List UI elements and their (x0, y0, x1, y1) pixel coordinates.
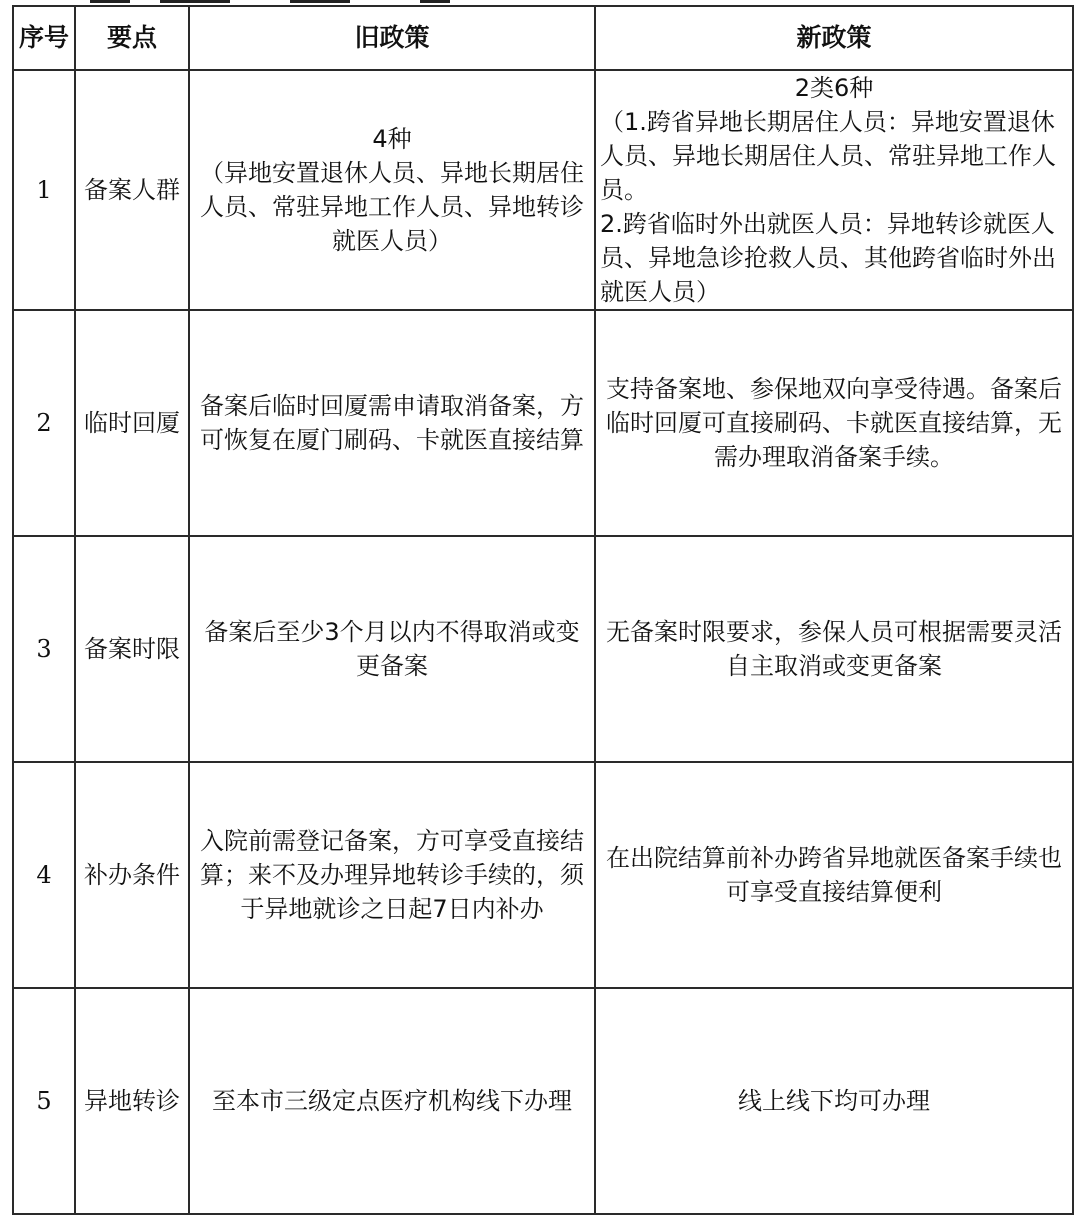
row-number: 2 (13, 310, 75, 536)
row-topic: 备案人群 (75, 70, 189, 310)
header-seq: 序号 (13, 6, 75, 70)
old-policy-cell: 备案后临时回厦需申请取消备案，方可恢复在厦门刷码、卡就医直接结算 (189, 310, 595, 536)
cropped-caption-strip (0, 0, 1080, 4)
new-policy-cell: 无备案时限要求，参保人员可根据需要灵活自主取消或变更备案 (595, 536, 1073, 762)
old-policy-cell: 备案后至少3个月以内不得取消或变更备案 (189, 536, 595, 762)
table-row (13, 70, 1073, 310)
table-row (13, 762, 1073, 988)
header-row (13, 6, 1073, 70)
new-policy-cell: 线上线下均可办理 (595, 988, 1073, 1214)
table-row (13, 310, 1073, 536)
new-policy-cell (595, 70, 1073, 310)
policy-comparison-table (12, 5, 1074, 1215)
new-policy-cell: 支持备案地、参保地双向享受待遇。备案后临时回厦可直接刷码、卡就医直接结算，无需办理取消备案手续。 (595, 310, 1073, 536)
row-number: 3 (13, 536, 75, 762)
old-policy-cell (189, 70, 595, 310)
row-topic: 异地转诊 (75, 988, 189, 1214)
row-topic: 补办条件 (75, 762, 189, 988)
new-policy-cell: 在出院结算前补办跨省异地就医备案手续也可享受直接结算便利 (595, 762, 1073, 988)
row-number: 5 (13, 988, 75, 1214)
header-topic: 要点 (75, 6, 189, 70)
header-old-policy: 旧政策 (189, 6, 595, 70)
old-policy-detail: （异地安置退休人员、异地长期居住人员、常驻异地工作人员、异地转诊就医人员） (200, 159, 584, 255)
old-policy-cell: 至本市三级定点医疗机构线下办理 (189, 988, 595, 1214)
row-number: 1 (13, 70, 75, 310)
new-policy-item-1: （1.跨省异地长期居住人员：异地安置退休人员、异地长期居住人员、常驻异地工作人员。 (600, 108, 1056, 204)
new-policy-count: 2类6种 (794, 74, 874, 102)
new-policy-item-2: 2.跨省临时外出就医人员：异地转诊就医人员、异地急诊抢救人员、其他跨省临时外出就医人员） (600, 210, 1056, 306)
old-policy-cell: 入院前需登记备案，方可享受直接结算；来不及办理异地转诊手续的，须于异地就诊之日起7日内补办 (189, 762, 595, 988)
table-row (13, 536, 1073, 762)
row-topic: 备案时限 (75, 536, 189, 762)
header-new-policy: 新政策 (595, 6, 1073, 70)
table-row (13, 988, 1073, 1214)
row-number: 4 (13, 762, 75, 988)
row-topic: 临时回厦 (75, 310, 189, 536)
old-policy-count: 4种 (372, 125, 412, 153)
